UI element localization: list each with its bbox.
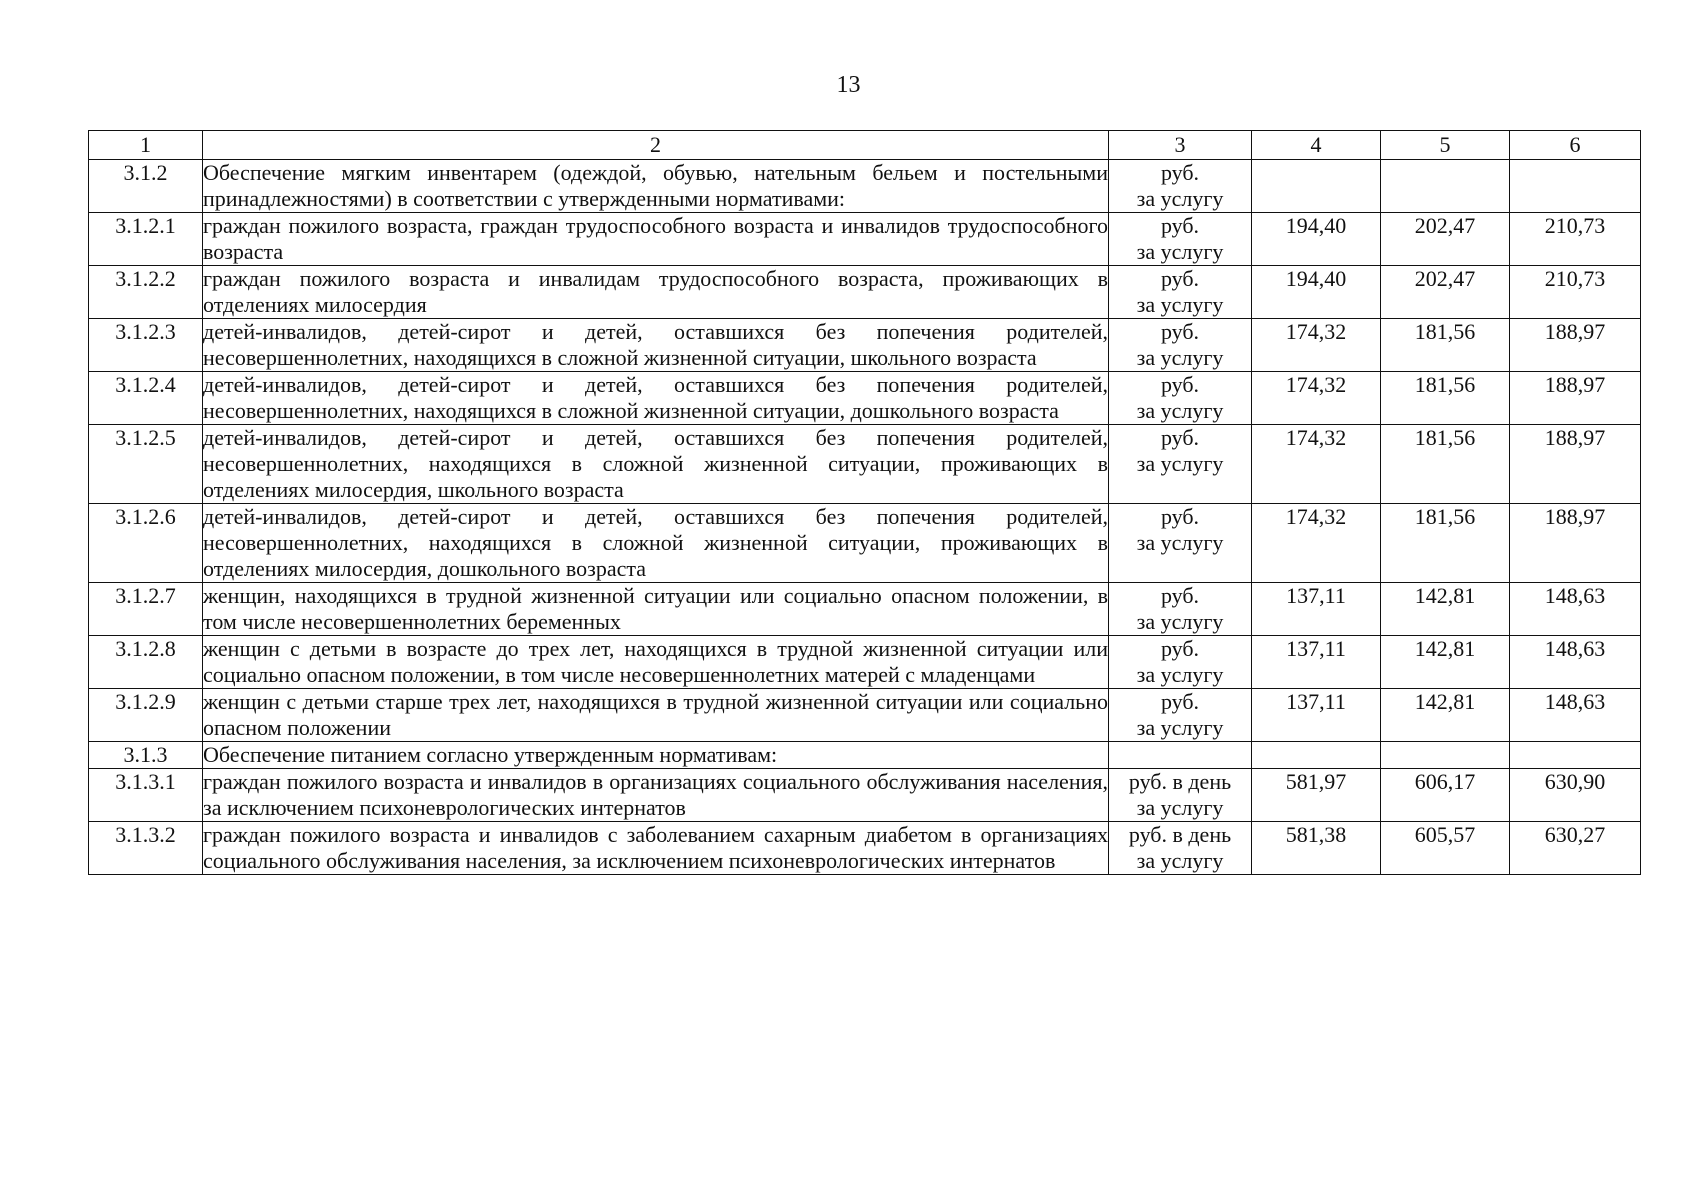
row-description: детей-инвалидов, детей-сирот и детей, оставшихся без попечения родителей, несовершеннолетних, находящихся в сложной жизненной ситуации, дошкольного возраста (203, 372, 1108, 423)
row-value-col4: 581,38 (1252, 822, 1381, 875)
row-code: 3.1.2.8 (89, 636, 203, 689)
row-value-col6: 630,90 (1510, 769, 1641, 822)
table-row (89, 160, 1641, 213)
unit-line: за услугу (1136, 795, 1224, 820)
table-row (89, 769, 1641, 822)
row-unit (1109, 822, 1252, 875)
row-value-col6: 148,63 (1510, 689, 1641, 742)
row-description: граждан пожилого возраста и инвалидов в организациях социального обслуживания населения, за исключением психоневрологических интернатов (203, 769, 1108, 820)
row-value-col5: 181,56 (1381, 319, 1510, 372)
row-code: 3.1.2 (89, 160, 203, 213)
unit-line: руб. в день (1128, 769, 1232, 794)
row-description: женщин с детьми старше трех лет, находящихся в трудной жизненной ситуации или социально опасном положении (203, 689, 1108, 740)
row-code: 3.1.3.1 (89, 769, 203, 822)
row-unit (1109, 319, 1252, 372)
row-value-col6: 148,63 (1510, 583, 1641, 636)
row-description: Обеспечение питанием согласно утвержденным нормативам: (203, 742, 1109, 769)
row-unit (1109, 160, 1252, 213)
row-description: женщин с детьми в возрасте до трех лет, находящихся в трудной жизненной ситуации или социально опасном положении, в том числе несовершеннолетних матерей с младенцами (203, 636, 1108, 687)
row-value-col6 (1510, 742, 1641, 769)
column-header: 5 (1381, 131, 1510, 160)
row-value-col4: 174,32 (1252, 372, 1381, 425)
row-value-col5: 605,57 (1381, 822, 1510, 875)
unit-line: за услугу (1136, 345, 1224, 370)
row-code: 3.1.3 (89, 742, 203, 769)
unit-line: за услугу (1136, 239, 1224, 264)
page-number: 13 (836, 72, 861, 98)
row-description: Обеспечение мягким инвентарем (одеждой, обувью, нательным бельем и постельными принадлежностями) в соответствии с утвержденными нормативами: (203, 160, 1108, 211)
unit-line: руб. (1160, 425, 1200, 450)
unit-line: за услугу (1136, 715, 1224, 740)
row-value-col5: 181,56 (1381, 425, 1510, 504)
row-code: 3.1.2.4 (89, 372, 203, 425)
row-unit (1109, 266, 1252, 319)
row-value-col6: 188,97 (1510, 425, 1641, 504)
row-unit (1109, 504, 1252, 583)
row-description: детей-инвалидов, детей-сирот и детей, оставшихся без попечения родителей, несовершеннолетних, находящихся в сложной жизненной ситуации, школьного возраста (203, 319, 1108, 370)
row-unit (1109, 213, 1252, 266)
row-unit (1109, 742, 1252, 769)
unit-line: руб. (1160, 160, 1200, 185)
column-header: 1 (89, 131, 203, 160)
row-unit (1109, 372, 1252, 425)
row-description: граждан пожилого возраста и инвалидов с заболеванием сахарным диабетом в организациях социального обслуживания населения, за исключением психоневрологических интернатов (203, 822, 1108, 873)
unit-line: руб. (1160, 583, 1200, 608)
table-row (89, 425, 1641, 504)
row-value-col5 (1381, 742, 1510, 769)
row-unit (1109, 583, 1252, 636)
table-row (89, 742, 1641, 769)
unit-line: за услугу (1136, 530, 1224, 555)
row-value-col4: 194,40 (1252, 213, 1381, 266)
table-row (89, 213, 1641, 266)
row-value-col4: 174,32 (1252, 425, 1381, 504)
row-value-col4 (1252, 160, 1381, 213)
unit-line: за услугу (1136, 662, 1224, 687)
tariff-table (88, 130, 1641, 875)
column-header: 3 (1109, 131, 1252, 160)
row-code: 3.1.2.6 (89, 504, 203, 583)
row-value-col4: 137,11 (1252, 689, 1381, 742)
row-value-col5: 181,56 (1381, 372, 1510, 425)
row-value-col6: 210,73 (1510, 213, 1641, 266)
unit-line: за услугу (1136, 398, 1224, 423)
row-value-col4: 174,32 (1252, 319, 1381, 372)
column-header: 6 (1510, 131, 1641, 160)
row-value-col4: 137,11 (1252, 636, 1381, 689)
row-value-col6: 210,73 (1510, 266, 1641, 319)
row-unit (1109, 636, 1252, 689)
row-code: 3.1.2.3 (89, 319, 203, 372)
row-code: 3.1.2.5 (89, 425, 203, 504)
column-header: 2 (203, 131, 1109, 160)
table-row (89, 583, 1641, 636)
column-number-row (89, 131, 1641, 160)
unit-line: руб. (1160, 319, 1200, 344)
unit-line: руб. (1160, 689, 1200, 714)
unit-line: за услугу (1136, 609, 1224, 634)
table-row (89, 504, 1641, 583)
unit-line: за услугу (1136, 451, 1224, 476)
row-description: женщин, находящихся в трудной жизненной ситуации или социально опасном положении, в том числе несовершеннолетних беременных (203, 583, 1108, 634)
table-row (89, 266, 1641, 319)
row-value-col4: 137,11 (1252, 583, 1381, 636)
row-description: детей-инвалидов, детей-сирот и детей, оставшихся без попечения родителей, несовершеннолетних, находящихся в сложной жизненной ситуации, проживающих в отделениях милосердия, школьного возраста (203, 425, 1108, 502)
row-unit (1109, 689, 1252, 742)
unit-line: руб. в день (1128, 822, 1232, 847)
table-row (89, 372, 1641, 425)
row-value-col6: 188,97 (1510, 504, 1641, 583)
table-row (89, 319, 1641, 372)
unit-line: руб. (1160, 636, 1200, 661)
row-value-col6 (1510, 160, 1641, 213)
row-value-col4: 174,32 (1252, 504, 1381, 583)
row-value-col4: 581,97 (1252, 769, 1381, 822)
unit-line: за услугу (1136, 186, 1224, 211)
row-value-col6: 148,63 (1510, 636, 1641, 689)
row-value-col4 (1252, 742, 1381, 769)
row-code: 3.1.2.7 (89, 583, 203, 636)
row-value-col5: 202,47 (1381, 213, 1510, 266)
row-description: граждан пожилого возраста и инвалидам трудоспособного возраста, проживающих в отделениях милосердия (203, 266, 1108, 317)
row-unit (1109, 769, 1252, 822)
row-value-col5: 142,81 (1381, 689, 1510, 742)
unit-line: руб. (1160, 372, 1200, 397)
row-value-col5: 606,17 (1381, 769, 1510, 822)
row-code: 3.1.2.1 (89, 213, 203, 266)
row-value-col5 (1381, 160, 1510, 213)
unit-line: руб. (1160, 504, 1200, 529)
column-header: 4 (1252, 131, 1381, 160)
unit-line: руб. (1160, 266, 1200, 291)
table-row (89, 822, 1641, 875)
table-row (89, 689, 1641, 742)
row-value-col5: 202,47 (1381, 266, 1510, 319)
row-code: 3.1.3.2 (89, 822, 203, 875)
row-description: граждан пожилого возраста, граждан трудоспособного возраста и инвалидов трудоспособного возраста (203, 213, 1108, 264)
table-row (89, 636, 1641, 689)
row-value-col6: 188,97 (1510, 372, 1641, 425)
row-value-col5: 142,81 (1381, 636, 1510, 689)
row-value-col6: 630,27 (1510, 822, 1641, 875)
unit-line: за услугу (1136, 848, 1224, 873)
unit-line: за услугу (1136, 292, 1224, 317)
row-code: 3.1.2.9 (89, 689, 203, 742)
row-value-col4: 194,40 (1252, 266, 1381, 319)
row-code: 3.1.2.2 (89, 266, 203, 319)
row-value-col5: 142,81 (1381, 583, 1510, 636)
unit-line: руб. (1160, 213, 1200, 238)
row-description: детей-инвалидов, детей-сирот и детей, оставшихся без попечения родителей, несовершеннолетних, находящихся в сложной жизненной ситуации, проживающих в отделениях милосердия, дошкольного возраста (203, 504, 1108, 581)
row-value-col5: 181,56 (1381, 504, 1510, 583)
row-unit (1109, 425, 1252, 504)
row-value-col6: 188,97 (1510, 319, 1641, 372)
